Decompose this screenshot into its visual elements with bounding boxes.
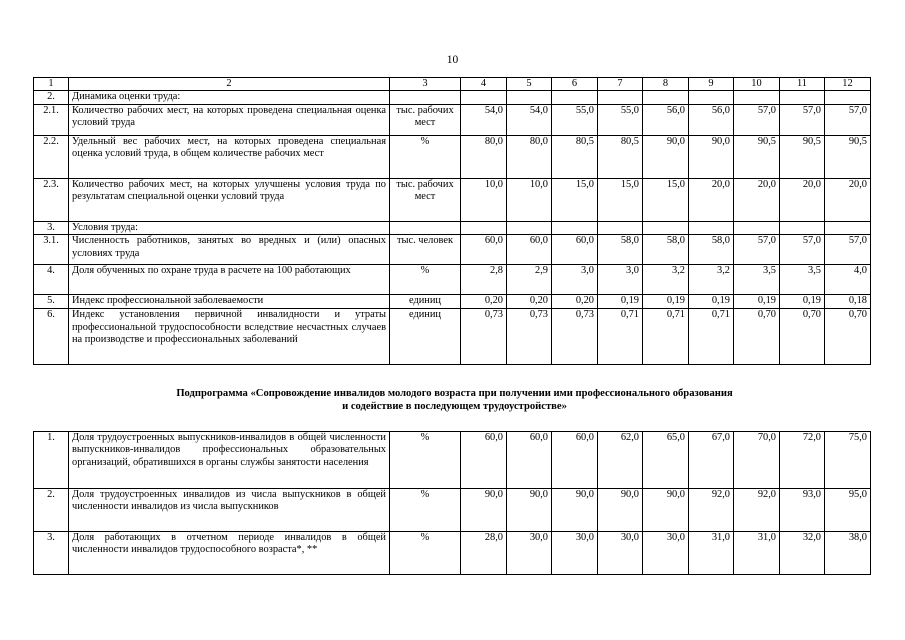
value-cell: 90,5 xyxy=(780,135,825,178)
indicator-name: Условия труда: xyxy=(69,221,390,234)
row-number: 4. xyxy=(34,265,69,295)
value-cell xyxy=(507,221,552,234)
indicator-name: Доля работающих в отчетном периоде инвалидов в общей численности инвалидов трудоспособного возраста*, ** xyxy=(69,532,390,575)
value-cell: 0,19 xyxy=(643,295,689,309)
value-cell: 60,0 xyxy=(507,432,552,489)
value-cell: 55,0 xyxy=(552,104,598,135)
value-cell xyxy=(734,221,780,234)
table-row xyxy=(34,178,871,221)
value-cell: 60,0 xyxy=(552,235,598,265)
table-row xyxy=(34,432,871,489)
value-cell: 20,0 xyxy=(734,178,780,221)
row-number: 1. xyxy=(34,432,69,489)
column-number-cell: 3 xyxy=(390,78,461,91)
value-cell: 20,0 xyxy=(825,178,871,221)
unit-cell: % xyxy=(390,135,461,178)
value-cell: 72,0 xyxy=(780,432,825,489)
table-row xyxy=(34,135,871,178)
value-cell xyxy=(780,91,825,104)
value-cell: 0,70 xyxy=(825,309,871,365)
value-cell: 80,0 xyxy=(461,135,507,178)
indicator-name: Доля трудоустроенных выпускников-инвалидов в общей численности выпускников-инвалидов профессиональных образовательных организаций, обратившихся в органы службы занятости населения xyxy=(69,432,390,489)
subprogram-title-line2: и содействие в последующем трудоустройстве» xyxy=(342,400,567,412)
value-cell xyxy=(598,221,643,234)
unit-cell: единиц xyxy=(390,295,461,309)
value-cell xyxy=(552,91,598,104)
value-cell: 3,0 xyxy=(598,265,643,295)
column-number-cell: 2 xyxy=(69,78,390,91)
value-cell: 32,0 xyxy=(780,532,825,575)
value-cell: 0,73 xyxy=(507,309,552,365)
value-cell xyxy=(461,221,507,234)
table-row xyxy=(34,532,871,575)
value-cell: 54,0 xyxy=(461,104,507,135)
value-cell: 20,0 xyxy=(780,178,825,221)
value-cell: 95,0 xyxy=(825,489,871,532)
value-cell: 90,0 xyxy=(552,489,598,532)
value-cell: 0,70 xyxy=(734,309,780,365)
value-cell: 0,19 xyxy=(689,295,734,309)
value-cell: 92,0 xyxy=(734,489,780,532)
table-row xyxy=(34,309,871,365)
value-cell: 92,0 xyxy=(689,489,734,532)
value-cell: 65,0 xyxy=(643,432,689,489)
column-number-cell: 11 xyxy=(780,78,825,91)
unit-cell: единиц xyxy=(390,309,461,365)
value-cell: 3,0 xyxy=(552,265,598,295)
value-cell: 60,0 xyxy=(507,235,552,265)
value-cell: 10,0 xyxy=(507,178,552,221)
table-row xyxy=(34,489,871,532)
indicator-name: Количество рабочих мест, на которых улучшены условия труда по результатам специальной оценки условий труда xyxy=(69,178,390,221)
indicator-name: Численность работников, занятых во вредных и (или) опасных условиях труда xyxy=(69,235,390,265)
unit-cell: тыс. человек xyxy=(390,235,461,265)
value-cell: 0,20 xyxy=(507,295,552,309)
value-cell: 28,0 xyxy=(461,532,507,575)
value-cell: 0,19 xyxy=(734,295,780,309)
value-cell xyxy=(780,221,825,234)
table-row xyxy=(34,265,871,295)
value-cell: 0,71 xyxy=(643,309,689,365)
value-cell xyxy=(689,91,734,104)
value-cell: 0,19 xyxy=(780,295,825,309)
value-cell: 90,5 xyxy=(734,135,780,178)
row-number: 3. xyxy=(34,221,69,234)
value-cell: 30,0 xyxy=(643,532,689,575)
column-number-cell: 12 xyxy=(825,78,871,91)
value-cell: 20,0 xyxy=(689,178,734,221)
unit-cell xyxy=(390,221,461,234)
unit-cell: % xyxy=(390,532,461,575)
value-cell: 31,0 xyxy=(734,532,780,575)
value-cell: 60,0 xyxy=(461,235,507,265)
value-cell: 0,71 xyxy=(689,309,734,365)
value-cell: 30,0 xyxy=(598,532,643,575)
value-cell: 0,20 xyxy=(552,295,598,309)
row-number: 6. xyxy=(34,309,69,365)
unit-cell: % xyxy=(390,265,461,295)
value-cell: 30,0 xyxy=(507,532,552,575)
unit-cell xyxy=(390,91,461,104)
value-cell xyxy=(825,91,871,104)
subprogram-indicators-table xyxy=(33,431,871,575)
value-cell: 80,5 xyxy=(598,135,643,178)
column-number-cell: 1 xyxy=(34,78,69,91)
value-cell: 15,0 xyxy=(643,178,689,221)
column-number-cell: 5 xyxy=(507,78,552,91)
value-cell: 0,70 xyxy=(780,309,825,365)
indicator-name: Доля трудоустроенных инвалидов из числа выпускников в общей численности инвалидов из числа выпускников xyxy=(69,489,390,532)
value-cell xyxy=(598,91,643,104)
row-number: 2. xyxy=(34,91,69,104)
value-cell: 3,2 xyxy=(643,265,689,295)
subprogram-title-line1: Подпрограмма «Сопровождение инвалидов молодого возраста при получении ими профессионального образования xyxy=(176,388,733,399)
value-cell: 60,0 xyxy=(461,432,507,489)
column-number-cell: 9 xyxy=(689,78,734,91)
value-cell xyxy=(825,221,871,234)
table-row xyxy=(34,235,871,265)
column-number-row xyxy=(34,78,871,91)
row-number: 5. xyxy=(34,295,69,309)
table-row xyxy=(34,221,871,234)
column-number-cell: 7 xyxy=(598,78,643,91)
unit-cell: % xyxy=(390,489,461,532)
column-number-cell: 6 xyxy=(552,78,598,91)
value-cell: 31,0 xyxy=(689,532,734,575)
value-cell: 90,0 xyxy=(507,489,552,532)
value-cell: 0,71 xyxy=(598,309,643,365)
value-cell: 54,0 xyxy=(507,104,552,135)
column-number-cell: 8 xyxy=(643,78,689,91)
indicators-table xyxy=(33,77,871,365)
value-cell: 38,0 xyxy=(825,532,871,575)
value-cell: 90,0 xyxy=(689,135,734,178)
value-cell: 75,0 xyxy=(825,432,871,489)
value-cell: 90,0 xyxy=(643,489,689,532)
value-cell: 56,0 xyxy=(643,104,689,135)
indicator-name: Количество рабочих мест, на которых проведена специальная оценка условий труда xyxy=(69,104,390,135)
value-cell: 3,5 xyxy=(734,265,780,295)
value-cell: 56,0 xyxy=(689,104,734,135)
value-cell: 67,0 xyxy=(689,432,734,489)
row-number: 2.1. xyxy=(34,104,69,135)
value-cell: 30,0 xyxy=(552,532,598,575)
value-cell xyxy=(507,91,552,104)
value-cell: 57,0 xyxy=(734,235,780,265)
unit-cell: тыс. рабочих мест xyxy=(390,178,461,221)
value-cell xyxy=(689,221,734,234)
value-cell xyxy=(643,221,689,234)
indicator-name: Индекс профессиональной заболеваемости xyxy=(69,295,390,309)
value-cell: 0,73 xyxy=(461,309,507,365)
value-cell: 90,0 xyxy=(598,489,643,532)
column-number-cell: 10 xyxy=(734,78,780,91)
row-number: 3. xyxy=(34,532,69,575)
value-cell: 55,0 xyxy=(598,104,643,135)
value-cell xyxy=(734,91,780,104)
unit-cell: % xyxy=(390,432,461,489)
indicator-name: Индекс установления первичной инвалидности и утраты профессиональной трудоспособности вследствие несчастных случаев на производстве и профессиональных заболеваний xyxy=(69,309,390,365)
value-cell: 2,9 xyxy=(507,265,552,295)
value-cell: 58,0 xyxy=(689,235,734,265)
value-cell: 80,0 xyxy=(507,135,552,178)
value-cell: 80,5 xyxy=(552,135,598,178)
value-cell: 62,0 xyxy=(598,432,643,489)
row-number: 2.3. xyxy=(34,178,69,221)
value-cell xyxy=(643,91,689,104)
column-number-cell: 4 xyxy=(461,78,507,91)
table-row xyxy=(34,104,871,135)
value-cell: 90,0 xyxy=(643,135,689,178)
value-cell: 10,0 xyxy=(461,178,507,221)
value-cell: 90,0 xyxy=(461,489,507,532)
unit-cell: тыс. рабочих мест xyxy=(390,104,461,135)
value-cell: 57,0 xyxy=(825,104,871,135)
value-cell xyxy=(461,91,507,104)
value-cell: 93,0 xyxy=(780,489,825,532)
value-cell: 58,0 xyxy=(643,235,689,265)
value-cell: 58,0 xyxy=(598,235,643,265)
row-number: 2. xyxy=(34,489,69,532)
value-cell: 57,0 xyxy=(780,235,825,265)
value-cell: 57,0 xyxy=(780,104,825,135)
value-cell: 60,0 xyxy=(552,432,598,489)
value-cell: 15,0 xyxy=(598,178,643,221)
value-cell: 57,0 xyxy=(825,235,871,265)
value-cell: 0,19 xyxy=(598,295,643,309)
page-number: 10 xyxy=(446,54,459,66)
value-cell: 70,0 xyxy=(734,432,780,489)
indicator-name: Динамика оценки труда: xyxy=(69,91,390,104)
indicator-name: Удельный вес рабочих мест, на которых проведена специальная оценка условий труда, в общем количестве рабочих мест xyxy=(69,135,390,178)
value-cell: 0,73 xyxy=(552,309,598,365)
table-row xyxy=(34,295,871,309)
value-cell: 90,5 xyxy=(825,135,871,178)
value-cell: 3,5 xyxy=(780,265,825,295)
value-cell: 3,2 xyxy=(689,265,734,295)
value-cell: 0,18 xyxy=(825,295,871,309)
value-cell: 2,8 xyxy=(461,265,507,295)
value-cell xyxy=(552,221,598,234)
table-row xyxy=(34,91,871,104)
value-cell: 15,0 xyxy=(552,178,598,221)
value-cell: 0,20 xyxy=(461,295,507,309)
row-number: 2.2. xyxy=(34,135,69,178)
subprogram-title xyxy=(33,388,876,413)
value-cell: 57,0 xyxy=(734,104,780,135)
row-number: 3.1. xyxy=(34,235,69,265)
indicator-name: Доля обученных по охране труда в расчете на 100 работающих xyxy=(69,265,390,295)
value-cell: 4,0 xyxy=(825,265,871,295)
